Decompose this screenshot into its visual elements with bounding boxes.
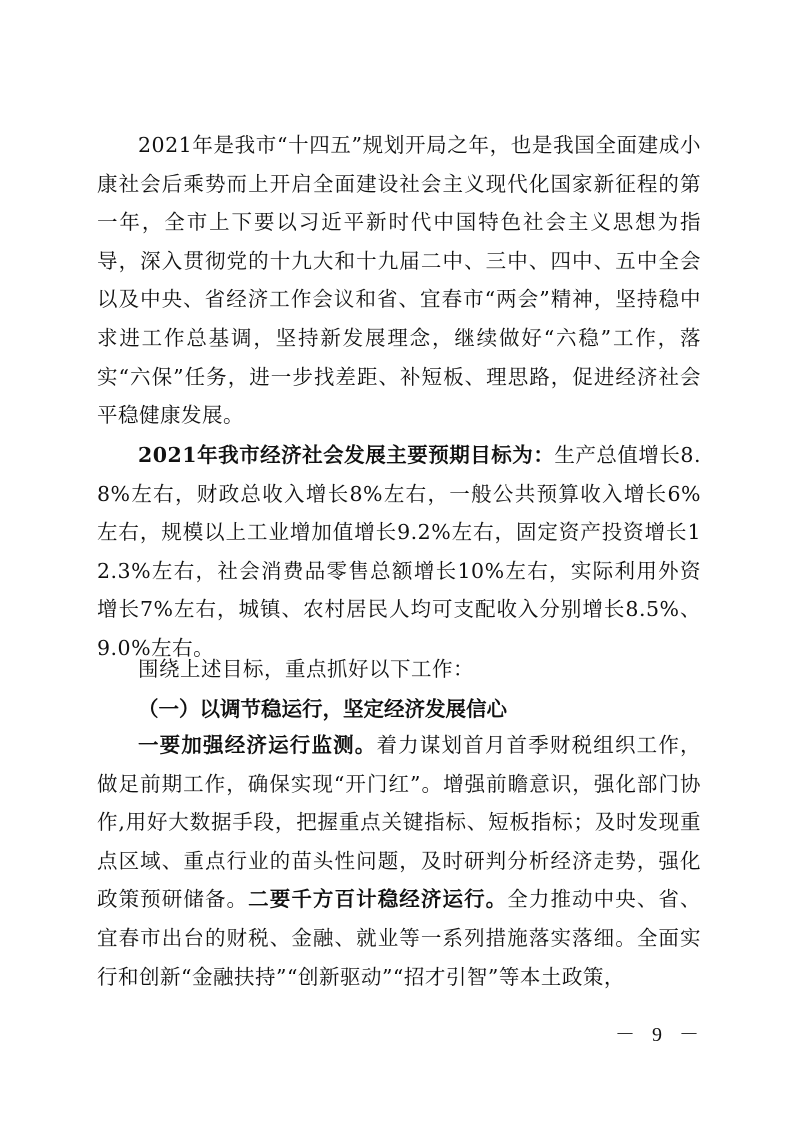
paragraph-targets xyxy=(97,436,701,668)
section-heading-1: （一）以调节稳运行，坚定经济发展信心 xyxy=(138,697,507,721)
paragraph-intro: 2021年是我市“十四五”规划开局之年，也是我国全面建成小康社会后乘势而上开启全面建设社会主义现代化国家新征程的第一年，全市上下要以习近平新时代中国特色社会主义思想为指导，深入贯彻党的十九大和十九届二中、三中、四中、五中全会以及中央、省经济工作会议和省、宜春市“两会”精神，坚持稳中求进工作总基调，坚持新发展理念，继续做好“六稳”工作，落实“六保”任务，进一步找差距、补短板、理思路，促进经济社会平稳健康发展。 xyxy=(97,133,701,428)
targets-body: 生产总值增长8.8%左右，财政总收入增长8%左右，一般公共预算收入增长6%左右，规模以上工业增加值增长9.2%左右，固定资产投资增长12.3%左右，社会消费品零售总额增长10%左右，实际利用外资增长7%左右，城镇、农村居民人均可支配收入分别增长8.5%、9.0%左右。 xyxy=(97,443,701,660)
paragraph-focus: 围绕上述目标，重点抓好以下工作： xyxy=(138,657,474,681)
page-number: － 9 － xyxy=(615,1024,705,1046)
measure-2-body: 全力推动中央、省、宜春市出台的财税、金融、就业等一系列措施落实落细。全面实行和创新“金融扶持”“创新驱动”“招才引智”等本土政策， xyxy=(97,887,702,989)
paragraph-measures xyxy=(97,726,701,996)
targets-lead: 2021年我市经济社会发展主要预期目标为： xyxy=(138,443,555,467)
measure-1-body: 着力谋划首月首季财税组织工作，做足前期工作，确保实现“开门红”。增强前瞻意识，强化部门协作,用好大数据手段，把握重点关键指标、短板指标；及时发现重点区域、重点行业的苗头性问题，及时研判分析经济走势，强化政策预研储备。 xyxy=(97,733,702,912)
measure-2-lead: 二要千方百计稳经济运行。 xyxy=(248,887,508,912)
measure-1-lead: 一要加强经济运行监测。 xyxy=(138,733,377,757)
